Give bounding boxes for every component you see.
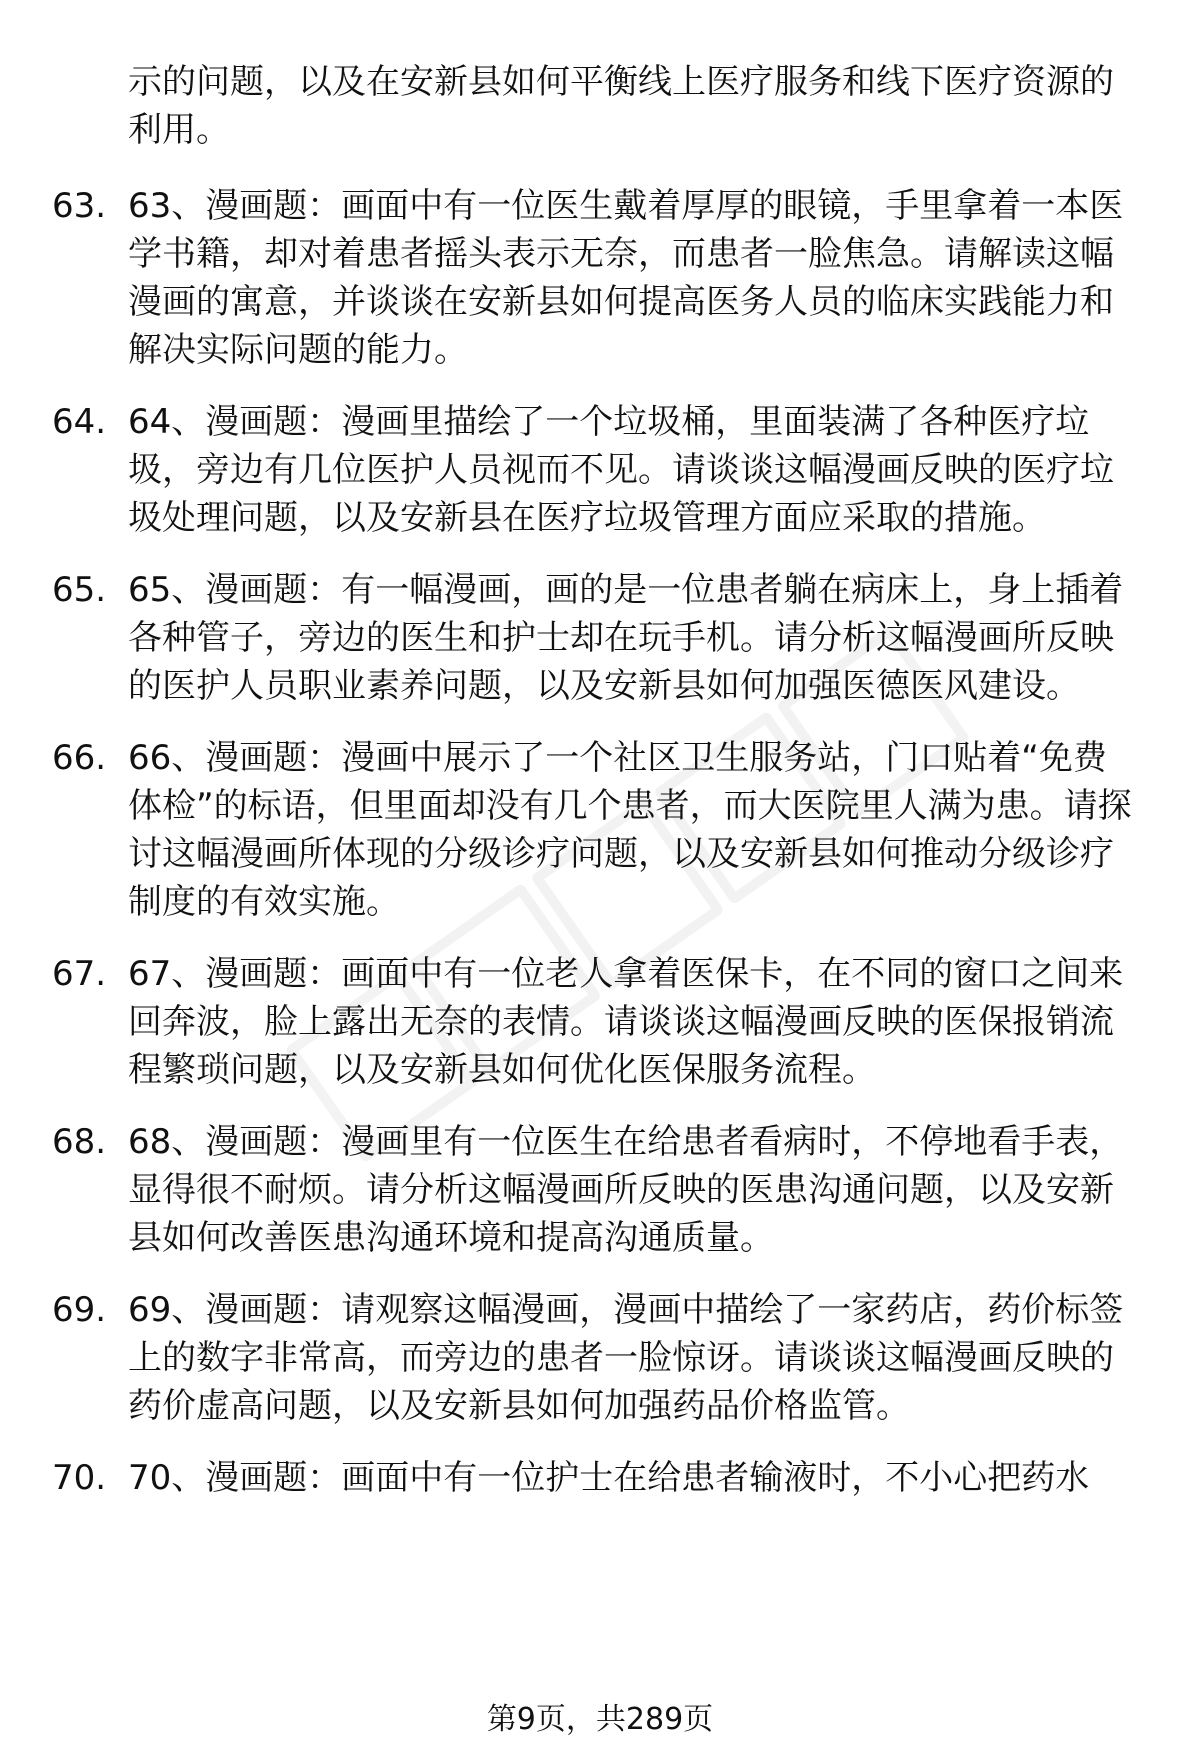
question-item-69 bbox=[0, 1286, 1200, 1430]
question-text: 63、漫画题：画面中有一位医生戴着厚厚的眼镜，手里拿着一本医学书籍，却对着患者摇头表示无奈，而患者一脸焦急。请解读这幅漫画的寓意，并谈谈在安新县如何提高医务人员的临床实践能力和解决实际问题的能力。 bbox=[128, 186, 1124, 370]
question-number: 69. bbox=[52, 1290, 107, 1330]
question-item-63 bbox=[0, 182, 1200, 374]
continuation-paragraph: 示的问题，以及在安新县如何平衡线上医疗服务和线下医疗资源的利用。 bbox=[128, 62, 1114, 150]
question-text: 65、漫画题：有一幅漫画，画的是一位患者躺在病床上，身上插着各种管子，旁边的医生和护士却在玩手机。请分析这幅漫画所反映的医护人员职业素养问题，以及安新县如何加强医德医风建设。 bbox=[128, 570, 1124, 706]
question-item-66 bbox=[0, 734, 1200, 926]
question-number: 66. bbox=[52, 738, 107, 778]
question-number: 63. bbox=[52, 186, 107, 226]
question-item-70 bbox=[0, 1454, 1200, 1502]
page-footer: 第9页，共289页 bbox=[486, 1702, 714, 1737]
question-text: 66、漫画题：漫画中展示了一个社区卫生服务站，门口贴着“免费体检”的标语，但里面却没有几个患者，而大医院里人满为患。请探讨这幅漫画所体现的分级诊疗问题，以及安新县如何推动分级诊疗制度的有效实施。 bbox=[128, 738, 1132, 922]
question-list bbox=[0, 182, 1200, 1526]
question-number: 64. bbox=[52, 402, 107, 442]
question-text: 69、漫画题：请观察这幅漫画，漫画中描绘了一家药店，药价标签上的数字非常高，而旁边的患者一脸惊讶。请谈谈这幅漫画反映的药价虚高问题，以及安新县如何加强药品价格监管。 bbox=[128, 1290, 1124, 1426]
question-text: 64、漫画题：漫画里描绘了一个垃圾桶，里面装满了各种医疗垃圾，旁边有几位医护人员视而不见。请谈谈这幅漫画反映的医疗垃圾处理问题，以及安新县在医疗垃圾管理方面应采取的措施。 bbox=[128, 402, 1114, 538]
question-text: 70、漫画题：画面中有一位护士在给患者输液时，不小心把药水 bbox=[128, 1458, 1090, 1498]
question-number: 70. bbox=[52, 1458, 107, 1498]
question-text: 67、漫画题：画面中有一位老人拿着医保卡，在不同的窗口之间来回奔波，脸上露出无奈的表情。请谈谈这幅漫画反映的医保报销流程繁琐问题，以及安新县如何优化医保服务流程。 bbox=[128, 954, 1124, 1090]
question-item-64 bbox=[0, 398, 1200, 542]
question-text: 68、漫画题：漫画里有一位医生在给患者看病时，不停地看手表，显得很不耐烦。请分析这幅漫画所反映的医患沟通问题，以及安新县如何改善医患沟通环境和提高沟通质量。 bbox=[128, 1122, 1124, 1258]
question-item-67 bbox=[0, 950, 1200, 1094]
question-number: 68. bbox=[52, 1122, 107, 1162]
question-number: 65. bbox=[52, 570, 107, 610]
question-item-68 bbox=[0, 1118, 1200, 1262]
question-item-65 bbox=[0, 566, 1200, 710]
question-number: 67. bbox=[52, 954, 107, 994]
